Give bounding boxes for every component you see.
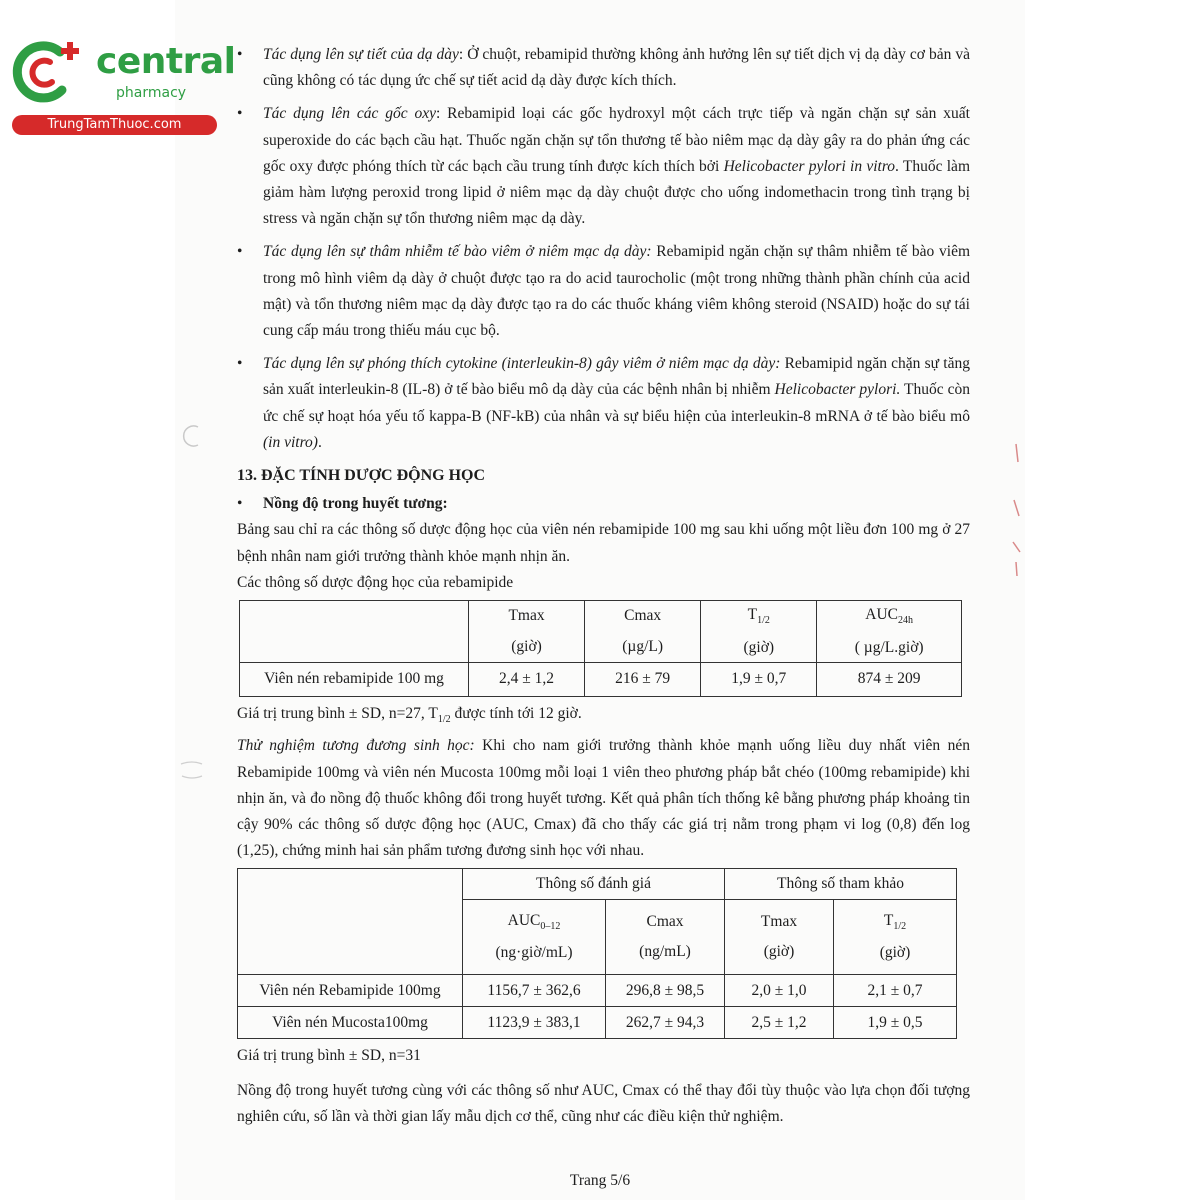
bullet-text: . — [317, 433, 322, 451]
row-label: Viên nén Rebamipide 100mg — [238, 975, 463, 1007]
bullet-title: Tác dụng lên sự tiết của dạ dày — [263, 46, 459, 63]
bullet-gastric-secretion — [237, 42, 970, 94]
table-row — [238, 975, 957, 1007]
closing-paragraph: Nồng độ trong huyết tương cùng với các thông số như AUC, Cmax có thể thay đổi tùy thuộc vào lựa chọn đối tượng nghiên cứu, số lần và thời gian lấy mẫu dịch cơ thể, cũng như các điều kiện thử nghiệm. — [237, 1081, 970, 1125]
bullet-title: Tác dụng lên sự thâm nhiễm tế bào viêm ở niêm mạc dạ dày: — [263, 243, 652, 261]
punch-hole-mark — [178, 758, 206, 782]
document-content — [237, 42, 970, 1130]
brand-website[interactable]: TrungTamThuoc.com — [12, 115, 217, 135]
brand-name: central — [96, 41, 236, 82]
table-cell: 1123,9 ± 383,1 — [463, 1007, 606, 1039]
table-cell: 1156,7 ± 362,6 — [463, 975, 606, 1007]
bullet-text: Thuốc còn ức chế sự hoạt hóa yếu tố kappa-B (NF-kB) của nhân và sự biểu hiện của interleukin-8 mRNA ở tế bào biểu mô — [263, 381, 970, 425]
brand-tagline: pharmacy — [116, 85, 187, 101]
bullet-text: Rebamipid ngăn chặn sự thâm nhiễm tế bào viêm trong mô hình viêm dạ dày ở chuột được tạo ra do acid taurocholic (một trong những thành phần chính của acid mật) và tổn thương niêm mạc dạ dày được tạo ra do các thuốc kháng viêm không steroid (NSAID) hoặc do sự tái cung cấp máu trong thiếu máu cục bộ. — [263, 243, 971, 340]
table-header-cell: $T_{1/2}$ (giờ) — [834, 900, 957, 975]
table-header-cell: Tmax (giờ) — [469, 601, 585, 663]
bioequivalence-paragraph — [237, 733, 970, 864]
table-cell: 2,1 ± 0,7 — [834, 975, 957, 1007]
table-header-cell: Cmax (ng/mL) — [606, 900, 725, 975]
table1-note: Giá trị trung bình ± SD, n=27, $T_{1/2}$ được tính tới 12 giờ. — [237, 705, 582, 726]
table-group-header: Thông số đánh giá — [463, 869, 725, 900]
section-intro: Bảng sau chỉ ra các thông số dược động học của viên nén rebamipide 100 mg sau khi uống một liều đơn 100 mg ở 27 bệnh nhân nam giới trưởng thành khỏe mạnh nhịn ăn. — [237, 521, 970, 565]
bioequivalence-text: Khi cho nam giới trưởng thành khỏe mạnh uống liều duy nhất viên nén Rebamipide 100mg và viên nén Mucosta 100mg mỗi loại 1 viên theo phương pháp bắt chéo (100mg rebamipide) khi nhịn ăn, và đo nồng độ thuốc không đổi trong huyết tương. Kết quả phân tích thống kê bằng phương pháp khoảng tin cậy 90% các thông số dược động học (AUC, Cmax) đã cho thấy các giá trị nằm trong phạm vi log (0,8) đến log (1,25), chứng minh hai sản phẩm tương đương sinh học với nhau. — [237, 737, 970, 860]
section-heading: 13. ĐẶC TÍNH DƯỢC ĐỘNG HỌC — [237, 467, 486, 485]
table-cell: 1,9 ± 0,7 — [701, 663, 817, 697]
bioequivalence-table — [237, 868, 957, 1039]
bullet-inflammatory-infiltration — [237, 239, 970, 344]
table-cell: 296,8 ± 98,5 — [606, 975, 725, 1007]
table-row — [240, 663, 962, 697]
bullet-cytokine-release — [237, 351, 970, 456]
table-header-cell: $AUC_{24h}$ ( µg/L.giờ) — [817, 601, 962, 663]
red-stamp-mark — [1008, 440, 1024, 580]
bullet-text: Rebamipid ngăn chặn sự tăng sản xuất interleukin-8 (IL-8) ở tế bào biểu mô dạ dày của các bệnh nhân bị nhiễm — [263, 355, 970, 399]
table-cell: 2,5 ± 1,2 — [725, 1007, 834, 1039]
table-row — [238, 1007, 957, 1039]
table-cell: 2,4 ± 1,2 — [469, 663, 585, 697]
pharmacy-c-plus-icon — [12, 38, 82, 108]
table-cell: 262,7 ± 94,3 — [606, 1007, 725, 1039]
central-pharmacy-logo[interactable] — [10, 36, 236, 136]
page-number: Trang 5/6 — [569, 1172, 631, 1189]
section-subheading: • Nồng độ trong huyết tương: — [237, 491, 970, 517]
row-label: Viên nén Mucosta100mg — [238, 1007, 463, 1039]
table-cell: 1,9 ± 0,5 — [834, 1007, 957, 1039]
bullet-italic: (in vitro) — [263, 433, 318, 451]
bullet-title: Tác dụng lên các gốc oxy — [263, 105, 436, 123]
table2-note: Giá trị trung bình ± SD, n=31 — [237, 1047, 421, 1065]
bullet-text: : Ở chuột, rebamipid thường không ảnh hưởng lên sự tiết dịch vị dạ dày cơ bản và cũng không có tác dụng ức chế sự tiết acid dạ dày được kích thích. — [263, 46, 970, 90]
table-group-header: Thông số tham khảo — [725, 869, 957, 900]
bioequivalence-title: Thử nghiệm tương đương sinh học: — [237, 737, 475, 755]
table-corner-cell — [240, 601, 469, 663]
table-header-cell: Cmax (µg/L) — [585, 601, 701, 663]
bullet-text: : Rebamipid loại các gốc hydroxyl một cách trực tiếp và ngăn chặn sự sản xuất superoxide do các bạch cầu hạt. Thuốc ngăn chặn sự tổn thương tế bào niêm mạc dạ dày gây ra do phản ứng các gốc oxy được phóng thích từ các bạch cầu trung tính được kích thích bởi — [263, 105, 970, 175]
bullet-oxygen-radicals — [237, 101, 970, 232]
bullet-italic: Helicobacter pylori in vitro — [723, 157, 896, 175]
bullet-text: . Thuốc làm giảm hàm lượng peroxid trong lipid ở niêm mạc dạ dày chuột được cho uống indomethacin trong tình trạng bị stress và ngăn chặn sự tổn thương niêm mạc dạ dày. — [263, 157, 970, 228]
punch-hole-mark — [180, 424, 204, 448]
row-label: Viên nén rebamipide 100 mg — [240, 663, 469, 697]
table-cell: 216 ± 79 — [585, 663, 701, 697]
table-header-cell: $AUC_{0-12}$ (ng·giờ/mL) — [463, 900, 606, 975]
pk-parameters-table — [239, 600, 962, 697]
bullet-title: Tác dụng lên sự phóng thích cytokine (interleukin-8) gây viêm ở niêm mạc dạ dày: — [263, 355, 781, 373]
table1-caption: Các thông số dược động học của rebamipide — [237, 573, 514, 591]
table-corner-cell — [238, 869, 463, 975]
bullet-italic: Helicobacter pylori. — [774, 381, 901, 399]
table-header-cell: $T_{1/2}$ (giờ) — [701, 601, 817, 663]
table-cell: 874 ± 209 — [817, 663, 962, 697]
table-header-cell: Tmax (giờ) — [725, 900, 834, 975]
table-cell: 2,0 ± 1,0 — [725, 975, 834, 1007]
